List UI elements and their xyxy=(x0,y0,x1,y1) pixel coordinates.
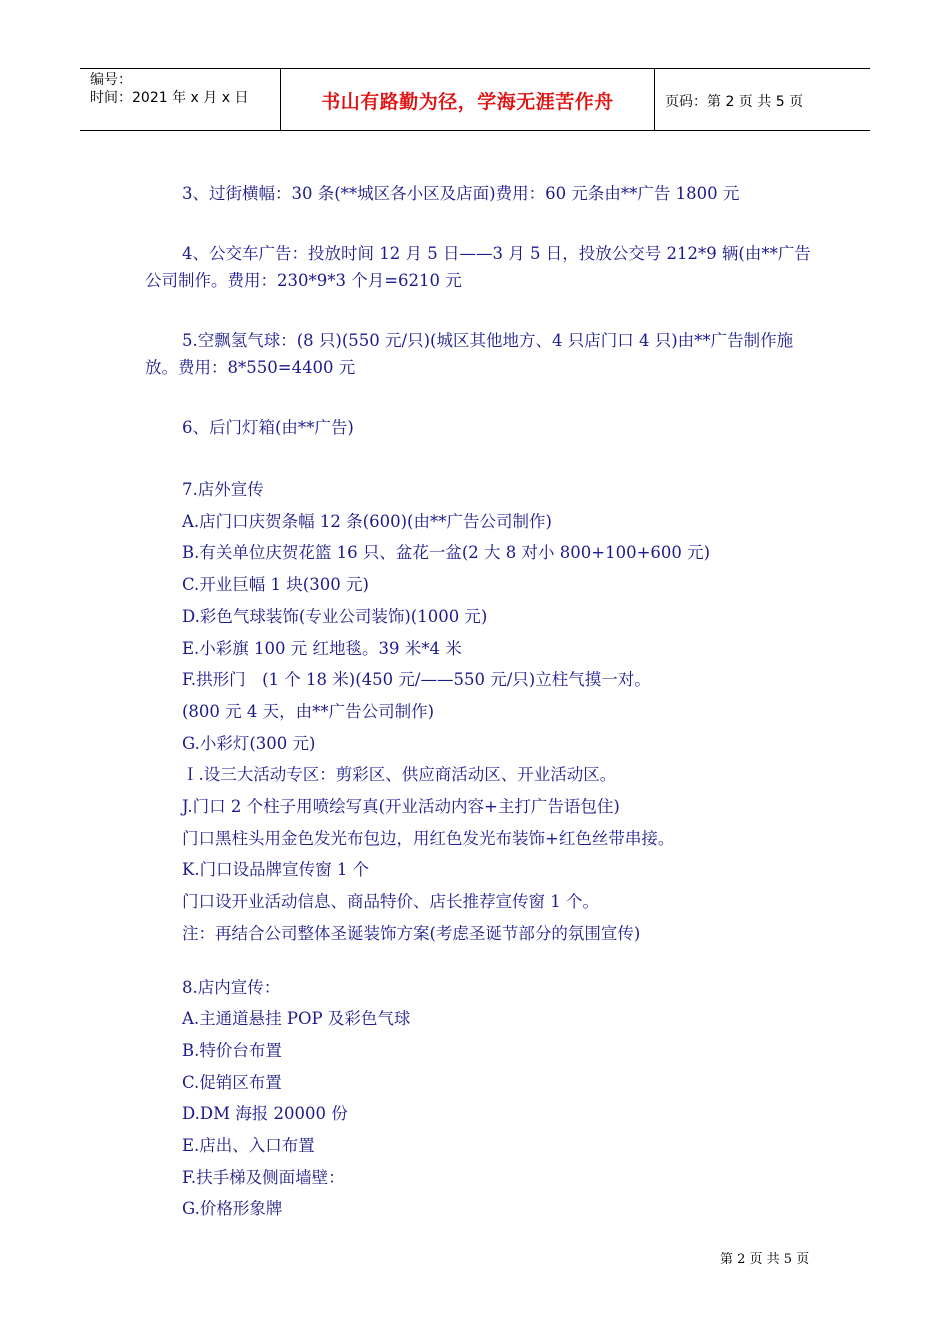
note: 注：再结合公司整体圣诞装饰方案(考虑圣诞节部分的氛围宣传) xyxy=(182,923,641,943)
motto: 书山有路勤为径，学海无涯苦作舟 xyxy=(321,91,614,113)
list-item: 门口设开业活动信息、商品特价、店长推荐宣传窗 1 个。 xyxy=(182,892,599,912)
time-label: 时间：2021 年 x 月 x 日 xyxy=(90,90,249,106)
paragraph-6: 6、后门灯箱(由**广告) xyxy=(182,418,354,437)
section-7-title: 7.店外宣传 xyxy=(182,480,264,499)
list-item: E.小彩旗 100 元 红地毯。39 米*4 米 xyxy=(182,638,462,658)
list-item: (800 元 4 天，由**广告公司制作) xyxy=(182,701,435,721)
list-item: A.店门口庆贺条幅 12 条(600)(由**广告公司制作) xyxy=(182,511,552,531)
paragraph-4: 4、公交车广告：投放时间 12 月 5 日——3 月 5 日，投放公交号 212*9 辆(由**广告公司制作。费用：230*9*3 个月=6210 元 xyxy=(145,244,811,290)
list-item: F.扶手梯及侧面墙壁： xyxy=(182,1167,345,1187)
list-item: K.门口设品牌宣传窗 1 个 xyxy=(182,860,370,880)
header-meta xyxy=(80,69,281,130)
list-item: G.价格形象牌 xyxy=(182,1199,283,1219)
list-item: B.有关单位庆贺花篮 16 只、盆花一盆(2 大 8 对小 800+100+600 元) xyxy=(182,543,711,563)
paragraph-5: 5.空飘氢气球：(8 只)(550 元/只)(城区其他地方、4 只店门口 4 只)由**广告制作施放。费用：8*550=4400 元 xyxy=(145,331,794,377)
list-item: E.店出、入口布置 xyxy=(182,1136,315,1156)
list-item: A.主通道悬挂 POP 及彩色气球 xyxy=(182,1009,411,1029)
header-page-cell xyxy=(655,69,870,130)
list-item: J.门口 2 个柱子用喷绘写真(开业活动内容+主打广告语包住) xyxy=(182,797,620,817)
list-item: D.DM 海报 20000 份 xyxy=(182,1104,348,1124)
page-footer: 第 2 页 共 5 页 xyxy=(720,1252,810,1267)
header-motto-cell xyxy=(281,69,655,130)
list-item: B.特价台布置 xyxy=(182,1040,282,1060)
paragraph-3: 3、过街横幅：30 条(**城区各小区及店面)费用：60 元条由**广告 1800 元 xyxy=(182,184,740,203)
section-8-title: 8.店内宣传： xyxy=(182,977,281,997)
list-item: D.彩色气球装饰(专业公司装饰)(1000 元) xyxy=(182,606,488,626)
list-item: F.拱形门 (1 个 18 米)(450 元/——550 元/只)立柱气摸一对。 xyxy=(182,670,651,690)
number-label: 编号： xyxy=(90,72,132,88)
document-body xyxy=(145,180,815,1225)
page-label: 页码：第 2 页 共 5 页 xyxy=(665,94,804,110)
page-header xyxy=(80,68,870,131)
list-item: G.小彩灯(300 元) xyxy=(182,733,316,753)
list-item: C.促销区布置 xyxy=(182,1072,282,1092)
list-item: 门口黑柱头用金色发光布包边，用红色发光布装饰+红色丝带串接。 xyxy=(182,828,675,848)
list-item: C.开业巨幅 1 块(300 元) xyxy=(182,575,369,595)
list-item: Ｉ.设三大活动专区：剪彩区、供应商活动区、开业活动区。 xyxy=(182,765,617,785)
